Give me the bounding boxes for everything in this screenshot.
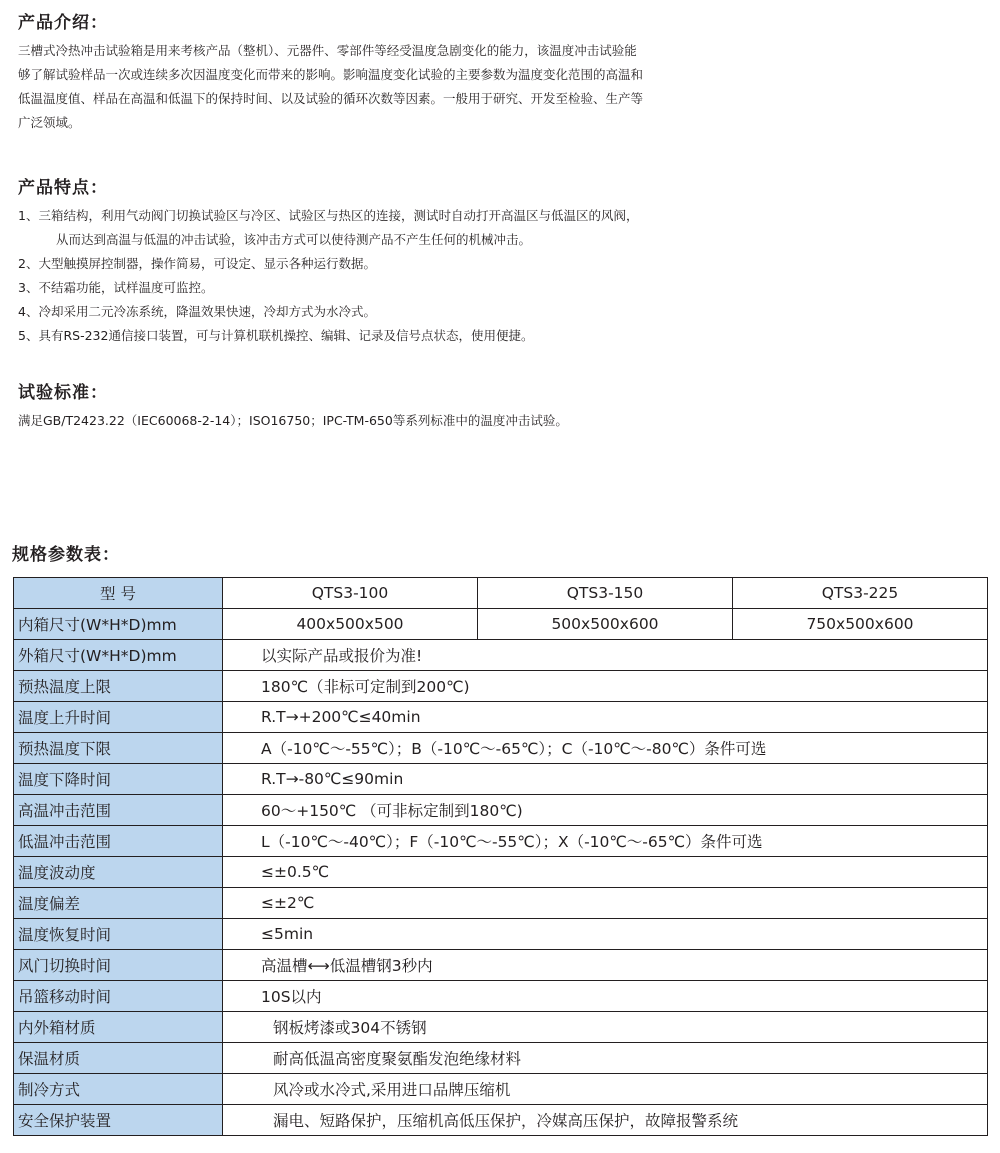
row-value: 60～+150℃ （可非标定制到180℃) <box>223 795 988 826</box>
row-label: 制冷方式 <box>14 1074 223 1105</box>
feature-line: 5、具有RS-232通信接口装置，可与计算机联机操控、编辑、记录及信号点状态，使用便捷。 <box>18 328 534 343</box>
intro-heading: 产品介绍： <box>18 13 108 33</box>
table-row <box>14 640 988 671</box>
row-label: 低温冲击范围 <box>14 826 223 857</box>
row-label: 型 号 <box>14 578 223 609</box>
row-value: 以实际产品或报价为准! <box>223 640 988 671</box>
inner-size-cell: 400x500x500 <box>223 609 478 640</box>
table-row <box>14 733 988 764</box>
row-value: L（-10℃～-40℃）；F（-10℃～-55℃）；X（-10℃～-65℃）条件可选 <box>223 826 988 857</box>
spec-table-title: 规格参数表： <box>12 545 120 565</box>
row-value: 风冷或水冷式,采用进口品牌压缩机 <box>223 1074 988 1105</box>
features-heading: 产品特点： <box>18 178 108 198</box>
spec-table <box>13 577 988 1136</box>
intro-section <box>18 8 798 135</box>
feature-line: 从而达到高温与低温的冲击试验，该冲击方式可以使待测产品不产生任何的机械冲击。 <box>56 232 532 247</box>
model-cell: QTS3-150 <box>478 578 733 609</box>
table-row <box>14 795 988 826</box>
table-row <box>14 764 988 795</box>
row-value: 10S以内 <box>223 981 988 1012</box>
row-value: R.T→-80℃≤90min <box>223 764 988 795</box>
model-cell: QTS3-100 <box>223 578 478 609</box>
row-value: R.T→+200℃≤40min <box>223 702 988 733</box>
row-label: 温度恢复时间 <box>14 919 223 950</box>
table-row <box>14 1043 988 1074</box>
table-row <box>14 702 988 733</box>
table-row <box>14 609 988 640</box>
row-label: 保温材质 <box>14 1043 223 1074</box>
intro-line: 低温温度值、样品在高温和低温下的保持时间、以及试验的循环次数等因素。一般用于研究、开发至检验、生产等 <box>18 91 644 106</box>
row-value: ≤5min <box>223 919 988 950</box>
table-row <box>14 981 988 1012</box>
inner-size-cell: 750x500x600 <box>733 609 988 640</box>
table-row <box>14 919 988 950</box>
table-row <box>14 671 988 702</box>
feature-line: 2、大型触摸屏控制器，操作简易，可设定、显示各种运行数据。 <box>18 256 376 271</box>
row-label: 内外箱材质 <box>14 1012 223 1043</box>
table-row <box>14 857 988 888</box>
inner-size-cell: 500x500x600 <box>478 609 733 640</box>
row-value: 漏电、短路保护，压缩机高低压保护，冷媒高压保护，故障报警系统 <box>223 1105 988 1136</box>
table-row <box>14 1105 988 1136</box>
model-cell: QTS3-225 <box>733 578 988 609</box>
row-label: 温度下降时间 <box>14 764 223 795</box>
table-row <box>14 578 988 609</box>
row-label: 高温冲击范围 <box>14 795 223 826</box>
intro-line: 三槽式冷热冲击试验箱是用来考核产品（整机）、元器件、零部件等经受温度急剧变化的能力，该温度冲击试验能 <box>18 43 637 58</box>
row-label: 温度偏差 <box>14 888 223 919</box>
intro-line: 广泛领域。 <box>18 115 81 130</box>
table-row <box>14 826 988 857</box>
feature-line: 1、三箱结构，利用气动阀门切换试验区与冷区、试验区与热区的连接，测试时自动打开高温区与低温区的风阀， <box>18 208 639 223</box>
row-value: 耐高低温高密度聚氨酯发泡绝缘材料 <box>223 1043 988 1074</box>
row-value: 钢板烤漆或304不锈钢 <box>223 1012 988 1043</box>
row-label: 外箱尺寸(W*H*D)mm <box>14 640 223 671</box>
row-label: 内箱尺寸(W*H*D)mm <box>14 609 223 640</box>
standard-section <box>18 378 798 433</box>
table-row <box>14 1074 988 1105</box>
table-row <box>14 1012 988 1043</box>
table-row <box>14 888 988 919</box>
standard-heading: 试验标准： <box>18 383 108 403</box>
row-value: ≤±2℃ <box>223 888 988 919</box>
row-value: 180℃（非标可定制到200℃) <box>223 671 988 702</box>
features-section <box>18 173 798 348</box>
table-row <box>14 950 988 981</box>
row-label: 温度波动度 <box>14 857 223 888</box>
row-label: 预热温度上限 <box>14 671 223 702</box>
row-label: 风门切换时间 <box>14 950 223 981</box>
row-label: 温度上升时间 <box>14 702 223 733</box>
row-value: A（-10℃～-55℃）；B（-10℃～-65℃）；C（-10℃～-80℃）条件可选 <box>223 733 988 764</box>
row-label: 安全保护装置 <box>14 1105 223 1136</box>
feature-line: 4、冷却采用二元冷冻系统，降温效果快速，冷却方式为水冷式。 <box>18 304 376 319</box>
row-label: 预热温度下限 <box>14 733 223 764</box>
feature-line: 3、不结霜功能，试样温度可监控。 <box>18 280 214 295</box>
row-value: 高温槽⟷低温槽钢3秒内 <box>223 950 988 981</box>
intro-line: 够了解试验样品一次或连续多次因温度变化而带来的影响。影响温度变化试验的主要参数为温度变化范围的高温和 <box>18 67 644 82</box>
row-value: ≤±0.5℃ <box>223 857 988 888</box>
standard-text: 满足GB/T2423.22（IEC60068-2-14）；ISO16750；IPC-TM-650等系列标准中的温度冲击试验。 <box>18 413 568 428</box>
row-label: 吊篮移动时间 <box>14 981 223 1012</box>
